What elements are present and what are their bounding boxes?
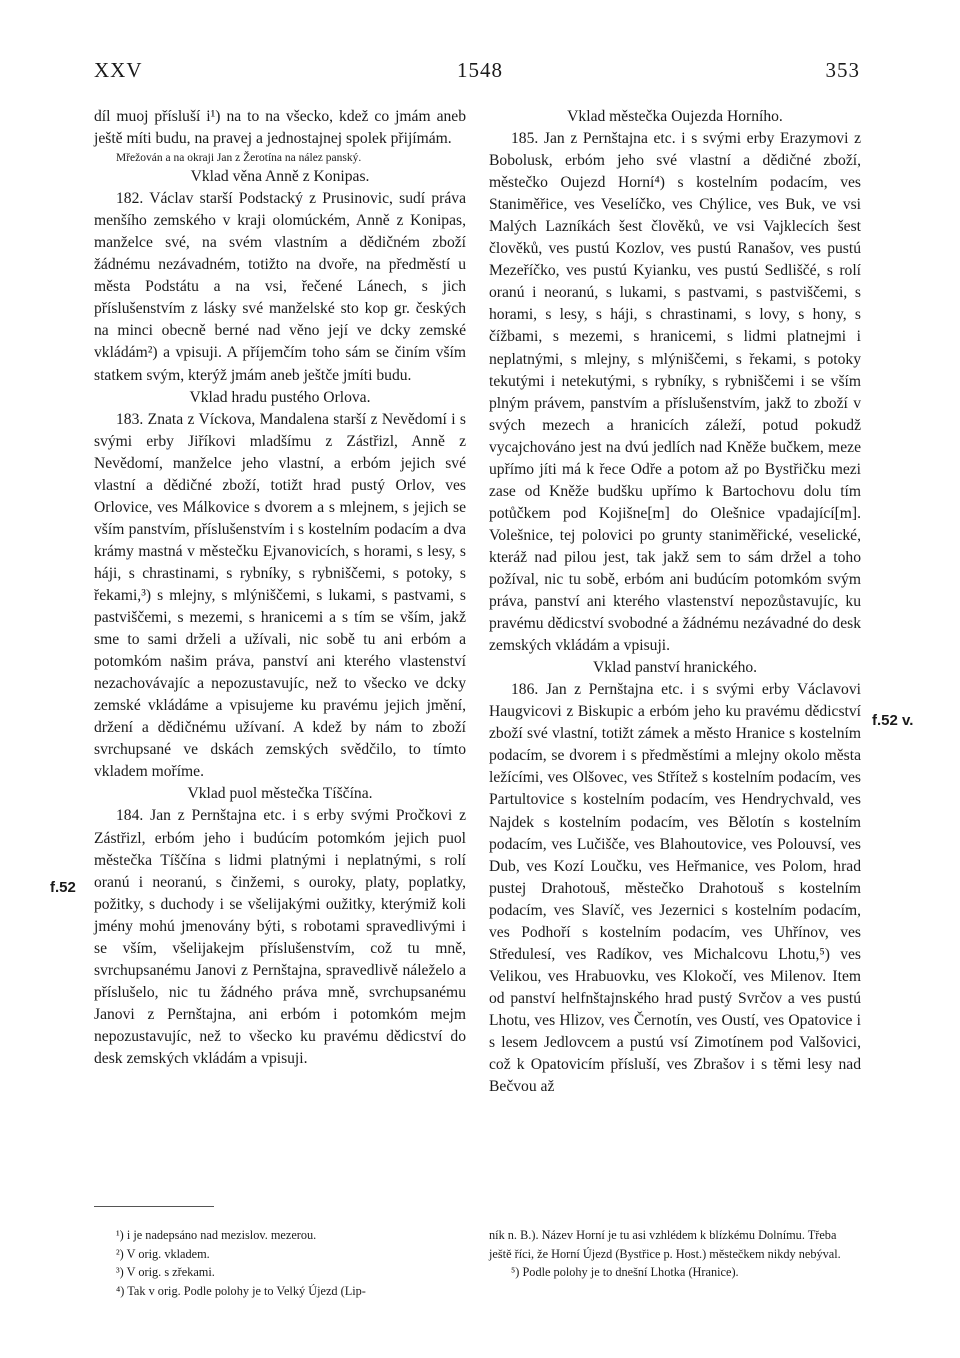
footnote-5: ⁵) Podle polohy je to dnešní Lhotka (Hranice). [511, 1265, 739, 1280]
editorial-note: Mřežován a na okraji Jan z Žerotína na nález panský. [116, 152, 362, 165]
footnote-4: ⁴) Tak v orig. Podle polohy je to Velký Újezd (Lip- [116, 1283, 366, 1298]
folio-margin-note-left: f.52 [50, 879, 76, 896]
year-header: 1548 [457, 58, 503, 82]
entry-184: 184. Jan z Pernštajna etc. i s erby svými Pročkovi z Zástřizl, erbóm jeho i budúcím potomkóm jejich puol městečka Tíščína s lidmi platnými i neplatnými, s rolí oranú i neoranú, s činžemi, s ouroky, platy, poplatky, požitky, s duchody i se všelijakými oužitky, kterýmiž koli jmény mohú jmenovány býti, s robotami spravedlivými i se vším, všelijakejm příslušenstvím, což tu mně, svrchupsanému Janovi z Pernštajna, spravedlivě náleželo a příslušelo, nic tu žádného práva mně, svrchupsanému Janovi z Pernštajna, ani erbóm i potomkóm mejm nepozustavujíc, než to všecko ku pravému dědicství do desk zemských vkládám a vpisuji. [94, 807, 466, 1067]
footnotes-left [94, 1226, 466, 1300]
footnote-divider [94, 1206, 214, 1207]
entry-heading: Vklad panství hranického. [592, 659, 758, 677]
footnote-2: ²) V orig. vkladem. [116, 1246, 210, 1261]
entry-186: 186. Jan z Pernštajna etc. i s svými erby Václavovi Haugvicovi z Biskupic a erbóm jeho ku pravému dědicství zboží své vlastní, totižt zámek a město Hranice s kostelním podacím, se dvorem i s předměstími a mlejny okolo města ležícími, ves Olšovec, ves Střítež s kostelním podacím, ves Partultovice s kostelním podacím, ves Hendrychvald, ves Najdek s kostelním podacím, ves Bělotín s kostelním podacím, ves Lučišče, ves Blahoutovice, ves Polouvsí, ves Dub, ves Kozí Loučku, ves Heřmanice, ves Polom, hrad pustej Drahotouš, městečko Drahotouš s kostelním podacím, ves Slavíč, ves Jezernici s kostelním podacím, ves Podhoří s kostelním podacím, ves Uhřínov, ves Středulesí, ves Radíkov, ves Michalcovu Lhotu,⁵) ves Velikou, ves Hrabuovku, ves Klokočí, ves Milenov. Item od panství helfnštajnského hrad pustý Svrčov a ves pustú Lhotu, ves Hlizov, ves Černotín, ves Oustí, ves Opatovice i s lesem Jedlovcem a pustú vsí Zimotínem pod Valšovici, což k Opatovicím přísluší, ves Zbrašov i s těmi lesy nad Bečvou až [489, 681, 861, 1096]
chapter-roman-numeral: XXV [94, 58, 143, 82]
footnote-1: ¹) i je nadepsáno nad mezislov. mezerou. [116, 1228, 317, 1242]
entry-heading: Vklad puol městečka Tíščína. [187, 785, 373, 803]
footnotes-right [489, 1226, 861, 1282]
footnote-4-continued: ník n. B.). Název Horní je tu asi vzhlédem k blízkému Dolnímu. Třeba ještě říci, že Horní Újezd (Bystřice p. Host.) městečkem nikdy nebýval. [489, 1228, 841, 1261]
folio-margin-note-right: f.52 v. [872, 712, 914, 729]
left-column [94, 106, 466, 1070]
entry-heading: Vklad městečka Oujezda Horního. [567, 108, 783, 125]
footnote-3: ³) V orig. s zřekami. [116, 1265, 215, 1280]
entry-185: 185. Jan z Pernštajna etc. i s svými erby Erazymovi z Bobolusk, erbóm jeho své vlastní a dědičné zboží, městečko Oujezd Horní⁴) s kostelním podacím, ves Staniměřice, ves Veselíčko, ves Chýlice, ves Buk, ve vsi Malých Lazníkách šest člověků, ve vsi Vajklecích šest člověků, ves pustú Kozlov, ves pustú Ranašov, ves pustú Mezeříčko, ves pustú Kyianku, ves pustú Sedliščé, s rolí oranú i neoranú, s lukami, s pastvami, s pastviščemi, s horami, s lesy, s háji, s chrastinami, s lovy, s hony, s čížbami, s mezemi, s hranicemi, s lidmi platnejmi i neplatnými, s mlejny, s mlýniščemi, s řekami, s potoky tekutými i netekutými, s rybníky, s rybniščemi i se vším plným právem, panstvím a příslušenstvím, jakž to zboží v svých mezech a hranicích záleží, potud pokudž vycajchováno jest na dvú jedlích nad Kněže bučkem, meze upřímo jíti má k řece Odře a potom až po Bystřičku mezi zase od Kněže budšku upřímo k Bartochovu dolu tím potůčkem pod Kojišne[m] do Olešnice vpadající[m]. Volešnice, tej polovici po grunty staniměřické, veselické, kteráž nad pilou jest, tak jakž sem to sám držel a toho požíval, nic tu sobě, erbóm ani budúcím potomkóm svým práva, panství ani kterého vlastenství nepozůstavujíc, ku pravému dědicství svobodné a žádnému nezávadné do desk zemských vkládám a vpisuji. [489, 130, 861, 655]
entry-182: 182. Václav starší Podstacký z Prusinovic, sudí práva menšího zemského v kraji olomúckém, Anně z Konipas, manželce své, na svém vlastním a dědičném zboží žádnému nezávadném, totižto na dvoře, na předměstí u města Podstátu a na vsi, řečené Lánech, s jich příslušenstvím z lásky své manželské sto kop gr. českých na minci obecně berné nad věno její ve dcky zemské vkládám²) a vpisuji. A příjemčím toho sám se činím vším statkem svým, kterýž jmám aneb ještče jmíti budu. [94, 190, 466, 384]
entry-183: 183. Znata z Víckova, Mandalena starší z Nevědomí i s svými erby Jiříkovi mladšímu z Zástřizl, Anně z Nevědomí, manželce jeho vlastní, a erbóm jejich své vlastní a dědičné zboží, totižt hrad pustý Orlov, ves Orlovice, ves Málkovice s dvorem a s mlejnem, s jejich se vším panstvím, příslušenstvím i s kostelním podacím a dva krámy mastná v městečku Ejvanovicích, s horami, s lesy, s háji, s chrastinami, s rybníky, s rybniščemi, s potoky, s řekami,³) s mlejny, s mlýniščemi, s lukami, s pastvami, s pastviščemi, s mezemi, s hranicemi a s tím se vším, jakž sme to sami drželi a užívali, nic sobě tu ani erbóm a potomkóm našim práva, panství ani kterého vlastenství nezachovávajíc a nepozustavujíc, než to všecko ve dcky zemské vkládáme a vpisujeme ku pravému jejich jmění, držení a dědičnému užívaní. A kdež by nám to zboží svrchupsané ve dskách zemských svědčilo, to tímto vkladem moříme. [94, 410, 466, 781]
right-column [489, 106, 861, 1098]
entry-heading: Vklad věna Anně z Konipas. [190, 168, 370, 186]
page-number: 353 [825, 58, 860, 82]
paragraph-continuation: díl muoj přísluší i¹) na to na všecko, kdež co jmám aneb ještě míti budu, na pravej a jednostajnej spolek přijímám. [94, 108, 466, 148]
entry-heading: Vklad hradu pustého Orlova. [189, 388, 371, 406]
